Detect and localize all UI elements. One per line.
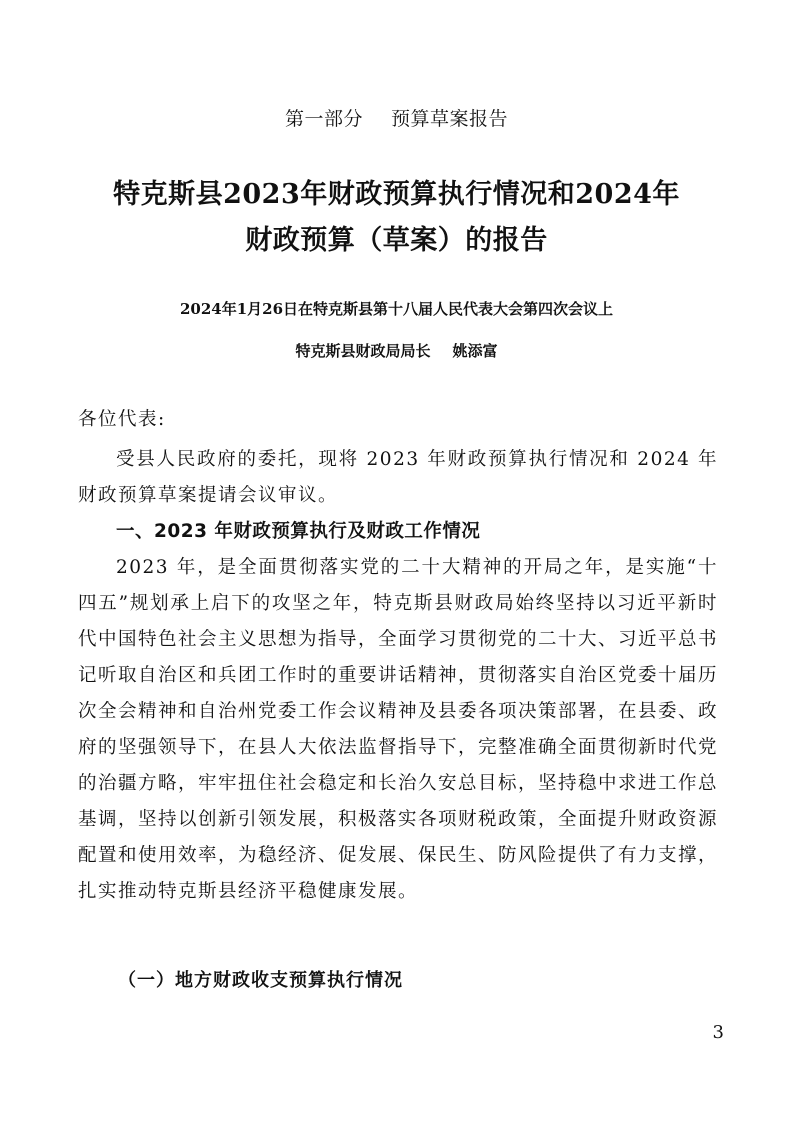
section1-paragraph: 2023 年，是全面贯彻落实党的二十大精神的开局之年，是实施“十四五”规划承上启下的攻坚之年，特克斯县财政局始终坚持以习近平新时代中国特色社会主义思想为指导，全面学习贯彻党的二十大、习近平总书记听取自治区和兵团工作时的重要讲话精神，贯彻落实自治区党委十届历次全会精神和自治州党委工作会议精神及县委各项决策部署，在县委、政府的坚强领导下，在县人大依法监督指导下，完整准确全面贯彻新时代党的治疆方略，牢牢扭住社会稳定和长治久安总目标，坚持稳中求进工作总基调，坚持以创新引领发展，积极落实各项财税政策，全面提升财政资源配置和使用效率，为稳经济、促发展、保民生、防风险提供了有力支撑，扎实推动特克斯县经济平稳健康发展。 <box>78 557 719 902</box>
speaker-title: 特克斯县财政局局长 <box>295 342 431 360</box>
part-heading-label: 第一部分 <box>284 108 363 130</box>
part-heading-title: 预算草案报告 <box>391 108 509 130</box>
report-title-line2: 财政预算（草案）的报告 <box>245 225 548 256</box>
subsection1-heading: （一）地方财政收支预算执行情况 <box>118 970 403 991</box>
section1-heading: 一、2023 年财政预算执行及财政工作情况 <box>116 521 481 542</box>
intro-paragraph: 受县人民政府的委托，现将 2023 年财政预算执行情况和 2024 年财政预算草案提请会议审议。 <box>78 449 718 506</box>
part-heading <box>0 104 793 131</box>
meeting-line: 2024年1月26日在特克斯县第十八届人民代表大会第四次会议上 <box>179 300 614 318</box>
speaker-line <box>0 340 793 361</box>
speaker-name: 姚添富 <box>452 342 498 360</box>
page-number: 3 <box>712 1022 724 1043</box>
report-title-line1: 特克斯县2023年财政预算执行情况和2024年 <box>113 179 680 210</box>
greeting: 各位代表: <box>78 409 166 430</box>
